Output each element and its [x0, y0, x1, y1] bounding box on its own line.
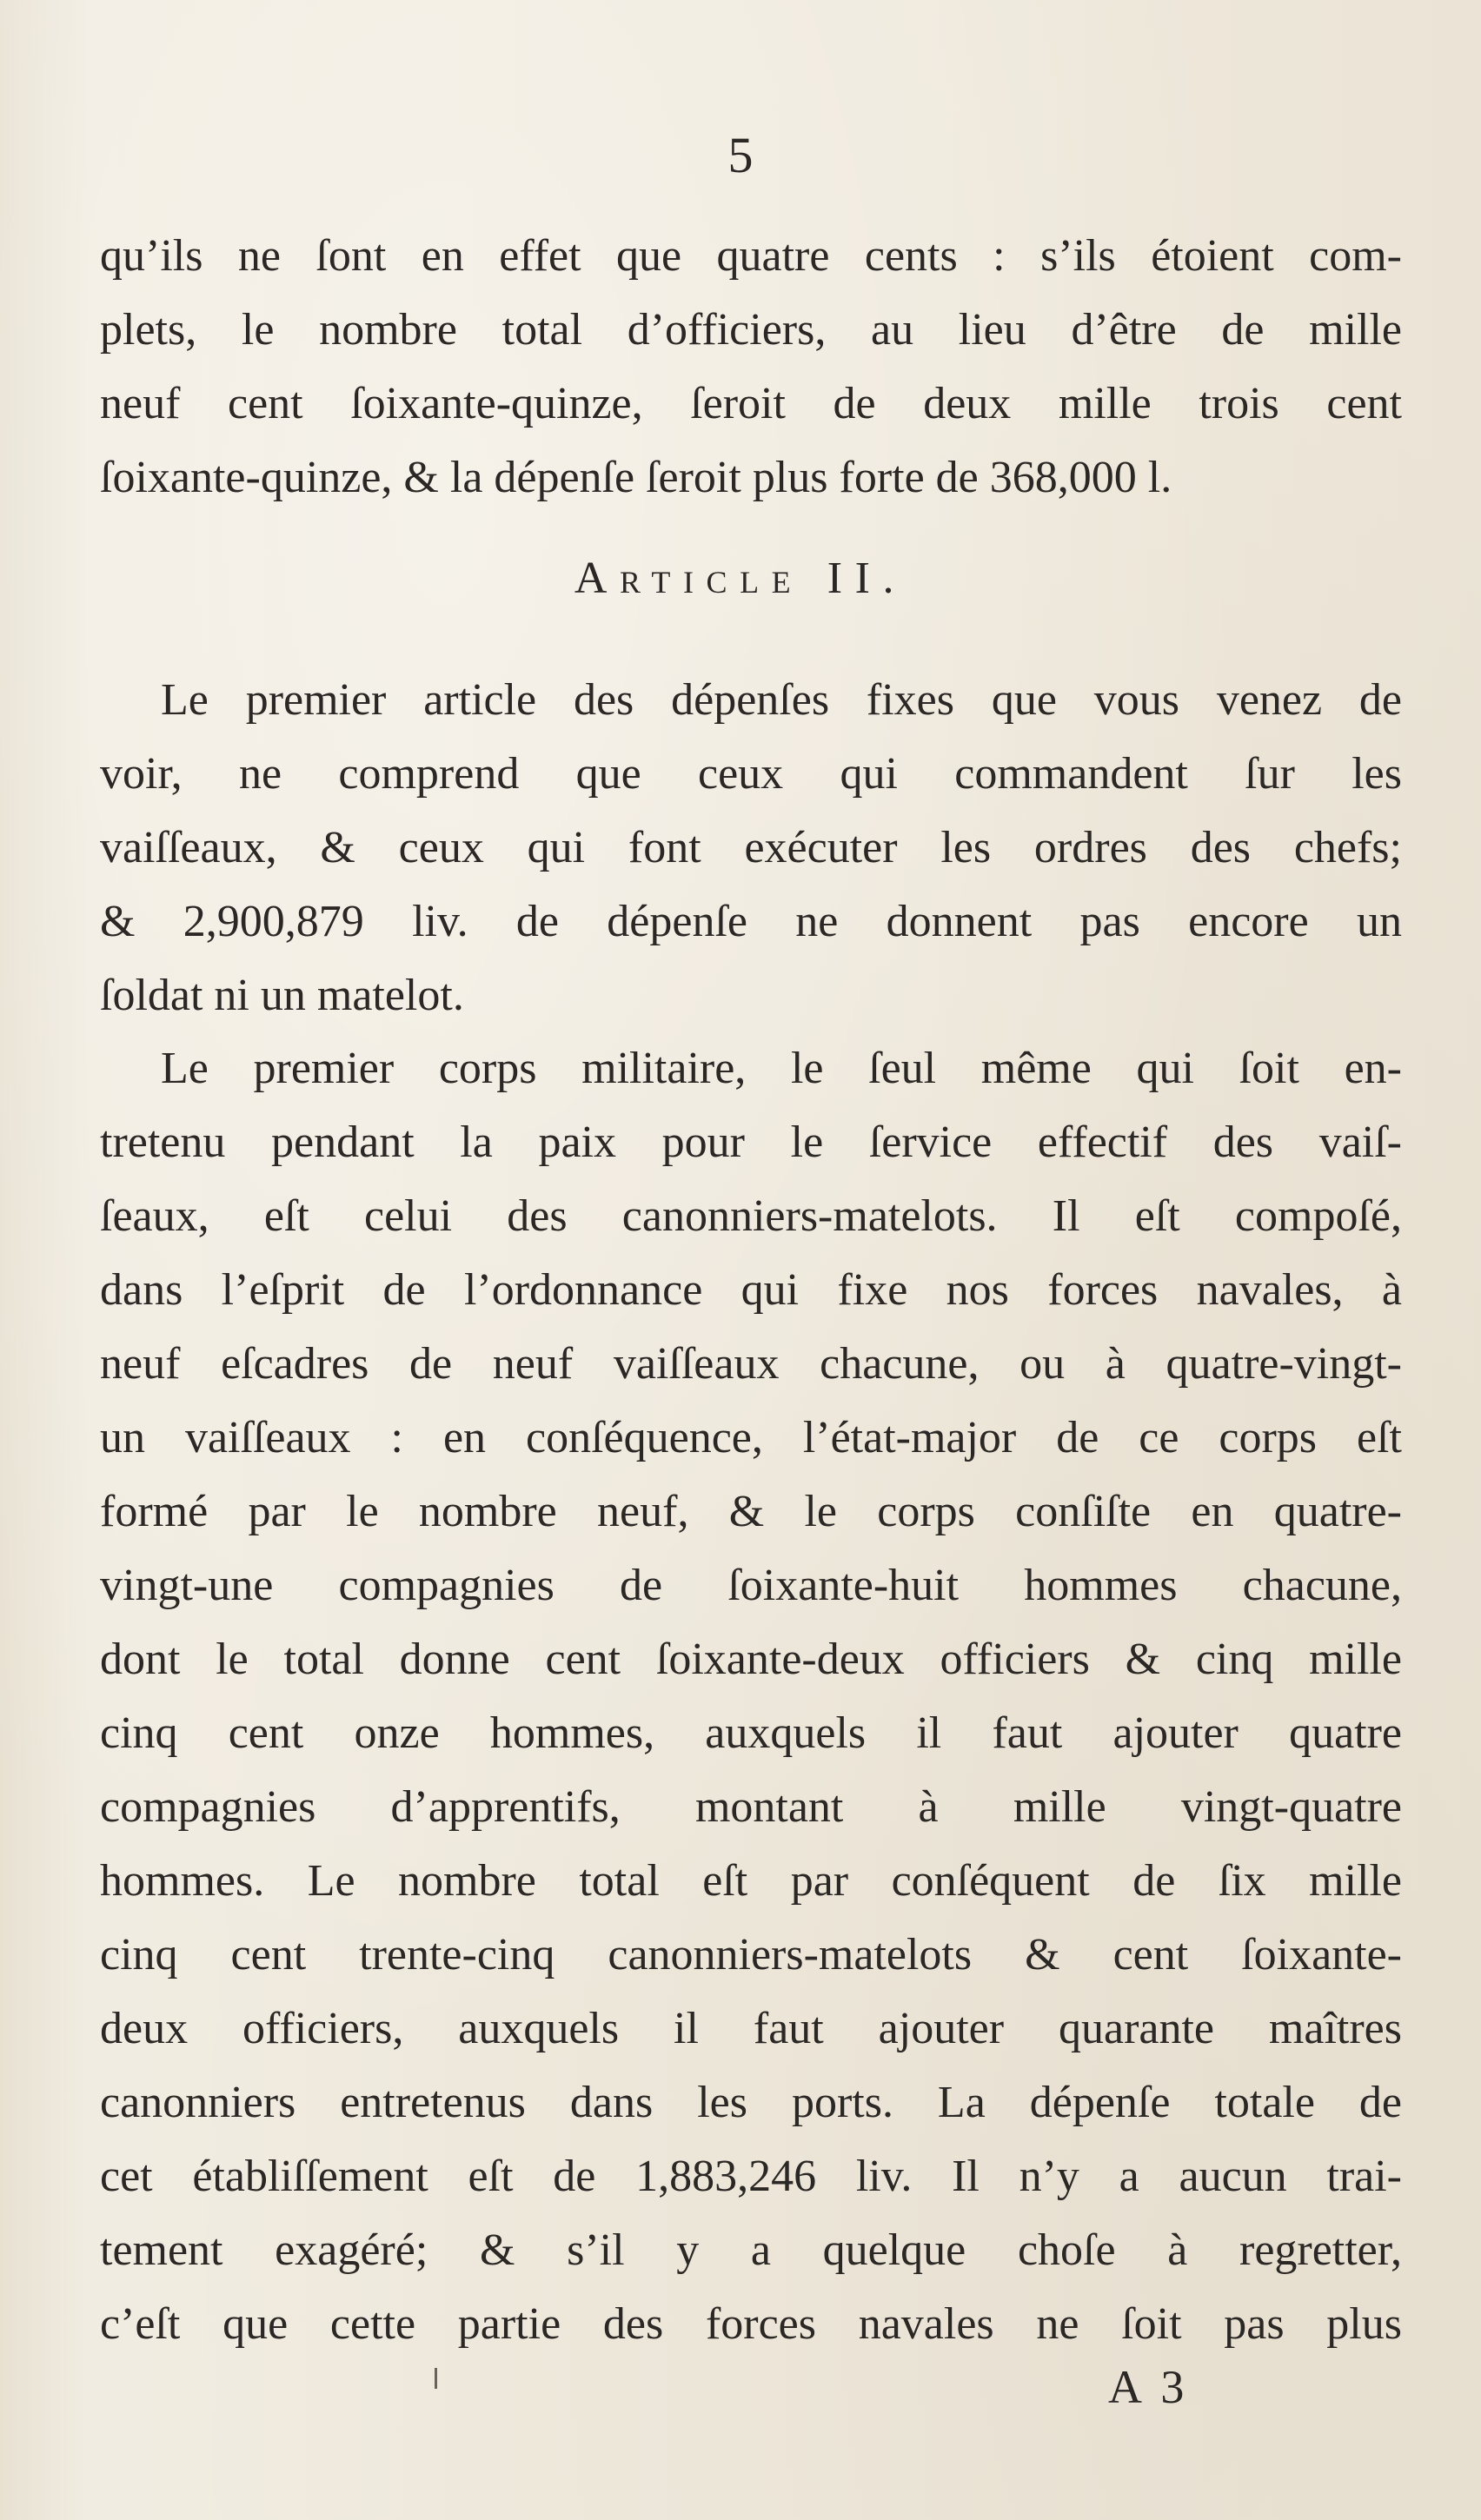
text-line: & 2,900,879 liv. de dépenſe ne donnent pas encore un: [100, 897, 1402, 946]
text-line: dans l’eſprit de l’ordonnance qui fixe nos forces navales, à: [100, 1265, 1402, 1315]
article-heading-word: Article: [574, 554, 804, 603]
text-line: tement exagéré; & s’il y a quelque choſe à regretter,: [100, 2225, 1402, 2275]
text-line: hommes. Le nombre total eſt par conſéquent de ſix mille: [100, 1856, 1402, 1906]
text-line: ſoldat ni un matelot.: [100, 971, 464, 1020]
paragraph-continuation: [100, 219, 1402, 514]
text-line: Le premier article des dépenſes fixes que vous venez de: [161, 675, 1402, 725]
text-line: Le premier corps militaire, le ſeul même qui ſoit en-: [161, 1044, 1402, 1093]
text-line: cet établiſſement eſt de 1,883,246 liv. Il n’y a aucun trai-: [100, 2152, 1402, 2201]
signature-mark: A 3: [1108, 2361, 1189, 2413]
text-line: compagnies d’apprentifs, montant à mille vingt-quatre: [100, 1782, 1402, 1832]
article-heading: [0, 556, 1481, 601]
text-line: cinq cent onze hommes, auxquels il faut ajouter quatre: [100, 1708, 1402, 1758]
text-line: vingt-une compagnies de ſoixante-huit hommes chacune,: [100, 1561, 1402, 1610]
text-line: plets, le nombre total d’officiers, au lieu d’être de mille: [100, 305, 1402, 355]
text-line: tretenu pendant la paix pour le ſervice effectif des vaiſ-: [100, 1117, 1402, 1167]
page-number: 5: [727, 127, 754, 183]
text-line: dont le total donne cent ſoixante-deux officiers & cinq mille: [100, 1635, 1402, 1684]
text-line: ſeaux, eſt celui des canonniers-matelots. Il eſt compoſé,: [100, 1191, 1402, 1241]
text-line: ſoixante-quinze, & la dépenſe ſeroit plus forte de 368,000 l.: [100, 453, 1172, 502]
paragraph-2: [100, 1031, 1402, 2361]
text-line: voir, ne comprend que ceux qui commandent ſur les: [100, 749, 1402, 799]
text-line: qu’ils ne ſont en effet que quatre cents : s’ils étoient com-: [100, 231, 1402, 281]
text-line: deux officiers, auxquels il faut ajouter quarante maîtres: [100, 2004, 1402, 2053]
text-line: cinq cent trente-cinq canonniers-matelots & cent ſoixante-: [100, 1930, 1402, 1980]
text-line: neuf cent ſoixante-quinze, ſeroit de deux mille trois cent: [100, 379, 1402, 428]
text-line: un vaiſſeaux : en conſéquence, l’état-major de ce corps eſt: [100, 1413, 1402, 1462]
printer-mark: [435, 2368, 437, 2389]
text-line: c’eſt que cette partie des forces navales ne ſoit pas plus: [100, 2299, 1402, 2349]
paragraph-1: [100, 663, 1402, 1032]
text-line: formé par le nombre neuf, & le corps conſiſte en quatre-: [100, 1487, 1402, 1536]
article-heading-numeral: II.: [827, 554, 907, 603]
text-line: vaiſſeaux, & ceux qui font exécuter les ordres des chefs;: [100, 823, 1402, 872]
text-line: neuf eſcadres de neuf vaiſſeaux chacune, ou à quatre-vingt-: [100, 1339, 1402, 1389]
text-line: canonniers entretenus dans les ports. La dépenſe totale de: [100, 2078, 1402, 2127]
